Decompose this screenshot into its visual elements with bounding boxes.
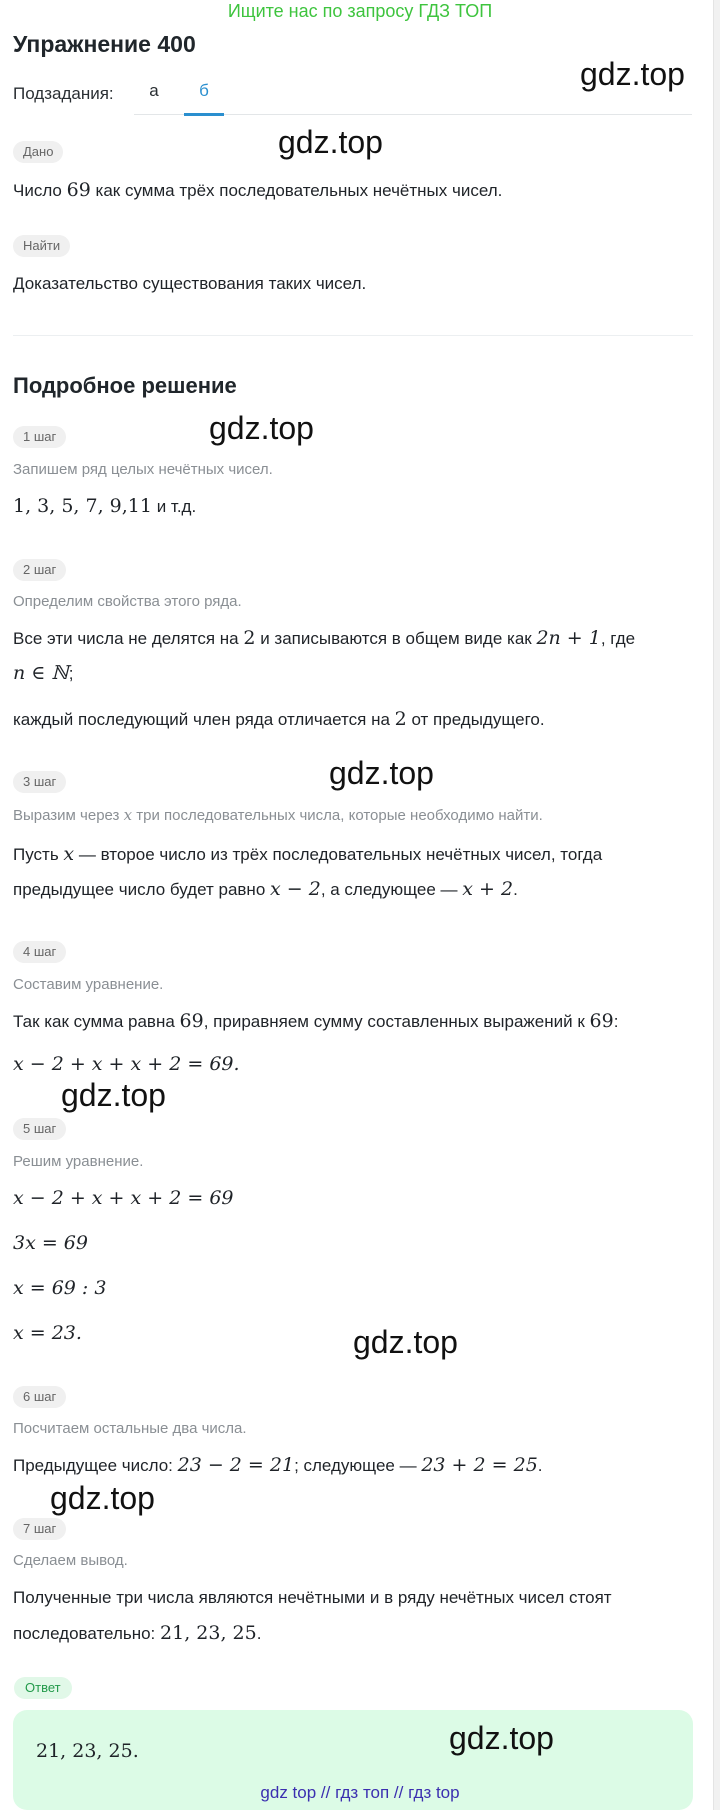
watermark: gdz.top — [278, 124, 383, 160]
subtasks-label: Подзадания: — [13, 84, 114, 103]
find-text: Доказательство существования таких чисел. — [13, 274, 367, 293]
watermark: gdz.top — [353, 1324, 458, 1360]
active-tab-indicator — [184, 113, 224, 116]
step-2-line-3: каждый последующий член ряда отличается на 2 от предыдущего. — [13, 708, 545, 730]
step-5-hint: Решим уравнение. — [13, 1153, 144, 1170]
step-1-text: 1, 3, 5, 7, 9,11 и т.д. — [13, 495, 197, 517]
answer-badge: Ответ — [14, 1677, 72, 1699]
step-2-line-1: Все эти числа не делятся на 2 и записываются в общем виде как 2n + 1, где — [13, 627, 636, 649]
step-5-eq-2: 3x = 69 — [13, 1232, 88, 1254]
divider — [13, 335, 693, 336]
step-7-badge: 7 шаг — [13, 1518, 66, 1540]
watermark: gdz.top — [449, 1720, 554, 1756]
step-3-badge: 3 шаг — [13, 771, 66, 793]
footer-links[interactable]: gdz top // гдз топ // гдз top — [260, 1783, 460, 1802]
step-1-hint: Запишем ряд целых нечётных чисел. — [13, 461, 273, 478]
step-5-badge: 5 шаг — [13, 1118, 66, 1140]
step-5-eq-3: x = 69 : 3 — [13, 1277, 107, 1299]
scrollbar[interactable] — [713, 0, 720, 1810]
step-6-hint: Посчитаем остальные два числа. — [13, 1420, 247, 1437]
step-5-eq-4: x = 23. — [13, 1322, 82, 1344]
find-badge: Найти — [13, 235, 70, 257]
step-2-line-2: n ∈ ℕ; — [13, 662, 74, 684]
step-2-hint: Определим свойства этого ряда. — [13, 593, 242, 610]
watermark: gdz.top — [50, 1480, 155, 1516]
given-text: Число 69 как сумма трёх последовательных нечётных чисел. — [13, 179, 503, 201]
step-6-badge: 6 шаг — [13, 1386, 66, 1408]
tab-b[interactable]: б — [199, 81, 209, 100]
watermark: gdz.top — [209, 410, 314, 446]
step-7-line-2: последовательно: 21, 23, 25. — [13, 1622, 262, 1644]
step-3-line-1: Пусть x — второе число из трёх последовательных нечётных чисел, тогда — [13, 843, 603, 865]
step-4-badge: 4 шаг — [13, 941, 66, 963]
page-title: Упражнение 400 — [13, 31, 196, 57]
step-3-hint: Выразим через x три последовательных числа, которые необходимо найти. — [13, 806, 543, 824]
step-7-line-1: Полученные три числа являются нечётными и в ряду нечётных чисел стоят — [13, 1588, 612, 1607]
step-6-line-1: Предыдущее число: 23 − 2 = 21; следующее — 23 + 2 = 25. — [13, 1454, 543, 1476]
watermark: gdz.top — [329, 755, 434, 791]
step-4-hint: Составим уравнение. — [13, 976, 164, 993]
step-7-hint: Сделаем вывод. — [13, 1552, 128, 1569]
step-5-eq-1: x − 2 + x + x + 2 = 69 — [13, 1187, 234, 1209]
step-2-badge: 2 шаг — [13, 559, 66, 581]
top-banner[interactable]: Ищите нас по запросу ГДЗ ТОП — [227, 1, 493, 21]
step-4-line-1: Так как сумма равна 69, приравняем сумму составленных выражений к 69: — [13, 1010, 619, 1032]
watermark: gdz.top — [61, 1077, 166, 1113]
solution-title: Подробное решение — [13, 373, 237, 398]
step-1-badge: 1 шаг — [13, 426, 66, 448]
given-badge: Дано — [13, 141, 63, 163]
step-4-equation: x − 2 + x + x + 2 = 69. — [13, 1053, 240, 1075]
step-3-line-2: предыдущее число будет равно x − 2, а следующее — x + 2. — [13, 878, 518, 900]
tab-a[interactable]: а — [149, 81, 159, 100]
answer-value: 21, 23, 25. — [36, 1740, 139, 1762]
watermark: gdz.top — [580, 56, 685, 92]
